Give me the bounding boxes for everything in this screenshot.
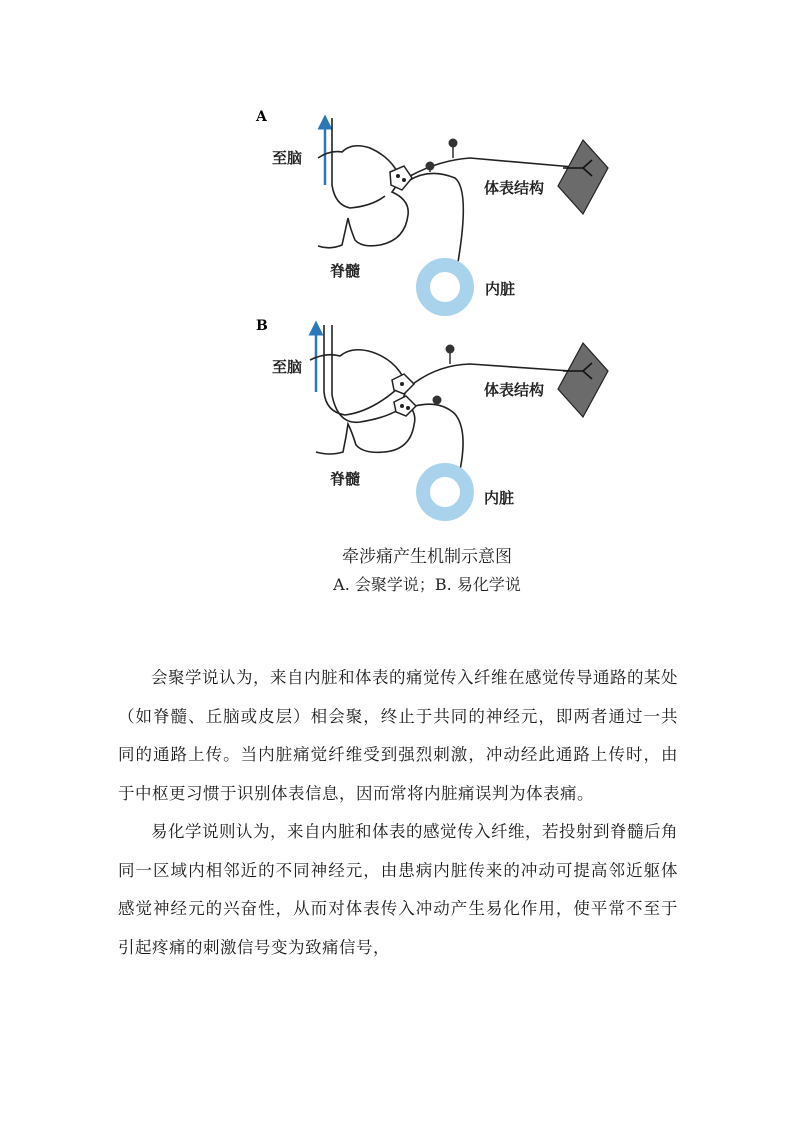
panel-b [256, 318, 608, 514]
panel-a-label: A [256, 109, 267, 125]
panel-a-viscera [423, 265, 467, 309]
panel-b-viscera-label: 内脏 [484, 489, 515, 507]
paragraph-facilitation: 易化学说则认为，来自内脏和体表的感觉传入纤维，若投射到脊髓后角同一区域内相邻近的不同神经元，由患病内脏传来的冲动可提高邻近躯体感觉神经元的兴奋性，从而对体表传入冲动产生易化作用，使平常不至于引起疼痛的刺激信号变为致痛信号， [118, 822, 678, 957]
panel-b-neuron-visceral [394, 396, 416, 416]
panel-b-visceral-fiber [415, 404, 463, 470]
panel-a-visceral-fiber [410, 173, 463, 262]
panel-b-tract-1 [324, 325, 396, 415]
panel-a [255, 109, 608, 309]
panel-a-surface-ganglion [449, 139, 458, 148]
panel-a-surface-label: 体表结构 [484, 179, 545, 197]
panel-a-spinal-tract [332, 118, 385, 208]
panel-a-visceral-ganglion [426, 162, 435, 171]
panel-a-neuron [390, 166, 412, 190]
panel-a-spinal-label: 脊髓 [330, 262, 361, 280]
panel-b-surface-label: 体表结构 [484, 381, 545, 399]
body-text [118, 659, 678, 967]
paragraph-convergence: 会聚学说认为，来自内脏和体表的痛觉传入纤维在感觉传导通路的某处（如脊髓、丘脑或皮层）相会聚，终止于共同的神经元，即两者通过一共同的通路上传。当内脏痛觉纤维受到强烈刺激，冲动经此通路上传时，由于中枢更习惯于识别体表信息，因而常将内脏痛误判为体表痛。 [118, 668, 678, 803]
panel-b-brain-label: 至脑 [272, 358, 303, 376]
panel-b-tract-2 [332, 325, 398, 422]
panel-a-viscera-label: 内脏 [485, 280, 516, 298]
panel-b-visceral-ganglion [433, 396, 442, 405]
panel-b-label: B [256, 318, 268, 334]
figure-caption-title: 牵涉痛产生机制示意图 [342, 547, 512, 567]
panel-b-viscera [423, 470, 467, 514]
panel-a-brain-label: 至脑 [272, 149, 303, 167]
panel-b-surface-structure [558, 343, 608, 417]
panel-b-spinal-label: 脊髓 [330, 470, 361, 488]
panel-a-surface-structure [558, 140, 608, 214]
figure-caption-subtitle: A. 会聚学说；B. 易化学说 [333, 575, 521, 594]
panel-b-surface-ganglion [446, 345, 455, 354]
